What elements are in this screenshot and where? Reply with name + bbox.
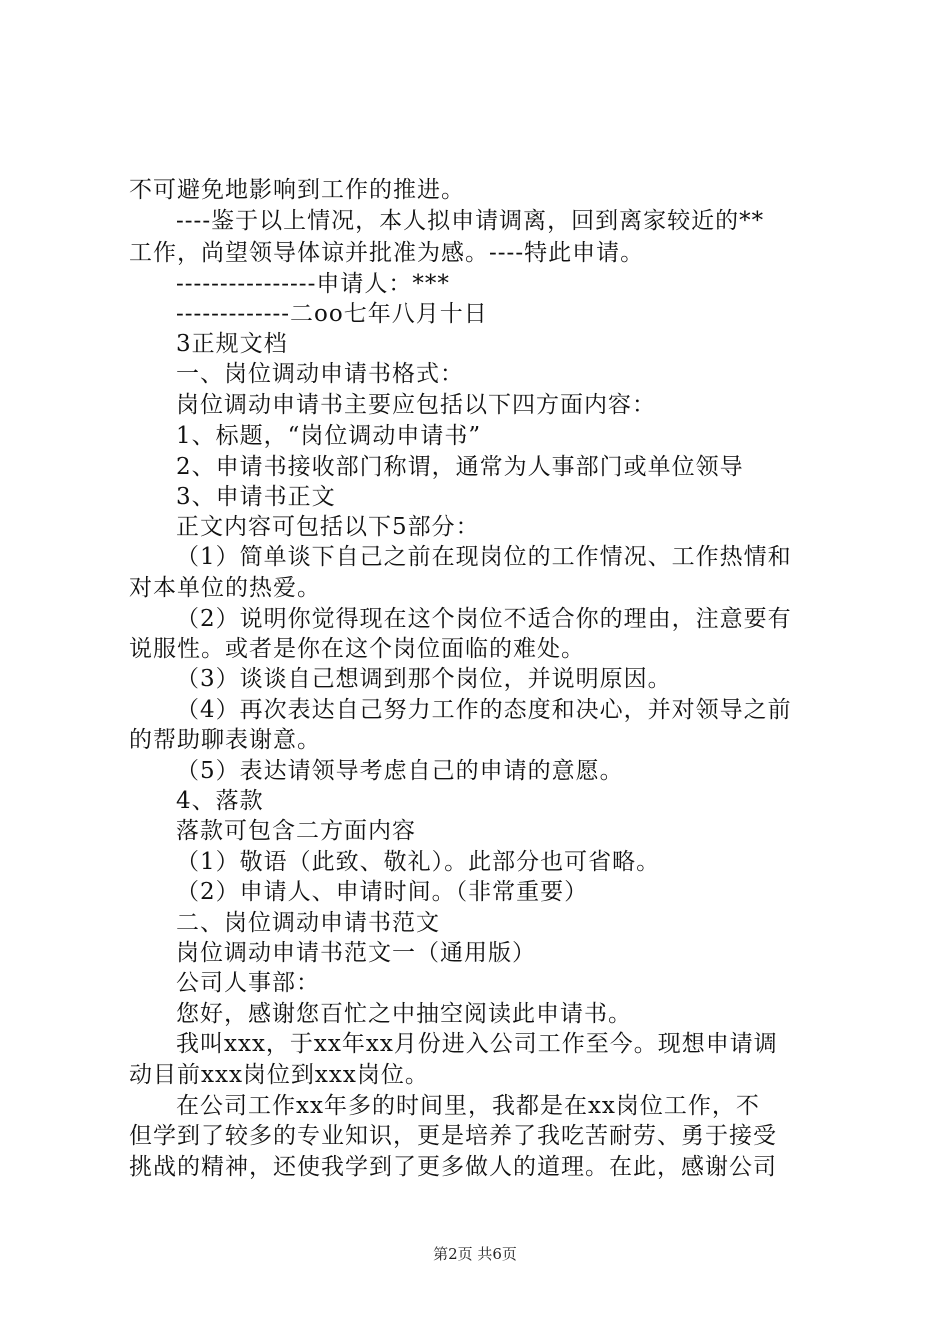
text-line: 工作，尚望领导体谅并批准为感。----特此申请。: [129, 240, 645, 266]
list-item: 4、落款: [176, 788, 264, 814]
list-item: （5）表达请领导考虑自己的申请的意愿。: [176, 758, 624, 784]
text-line: 正文内容可包括以下5部分：: [176, 514, 480, 540]
list-item: （3）谈谈自己想调到那个岗位，并说明原因。: [176, 666, 672, 692]
text-line: 您好，感谢您百忙之中抽空阅读此申请书。: [176, 1001, 632, 1027]
section-heading: 二、岗位调动申请书范文: [176, 910, 440, 936]
text-line: 在公司工作xx年多的时间里，我都是在xx岗位工作，不: [176, 1093, 760, 1119]
list-item: （2）申请人、申请时间。（非常重要）: [176, 879, 589, 905]
text-line: 动目前xxx岗位到xxx岗位。: [129, 1062, 429, 1088]
text-line: 说服性。或者是你在这个岗位面临的难处。: [129, 636, 585, 662]
list-item: （1）简单谈下自己之前在现岗位的工作情况、工作热情和: [176, 544, 792, 570]
list-item: 3、申请书正文: [176, 484, 336, 510]
text-line: 我叫xxx，于xx年xx月份进入公司工作至今。现想申请调: [176, 1031, 778, 1057]
text-line: -------------二oo七年八月十日: [176, 301, 488, 327]
text-line: 对本单位的热爱。: [129, 575, 321, 601]
text-line: 不可避免地影响到工作的推进。: [129, 177, 465, 203]
list-item: （1）敬语（此致、敬礼）。此部分也可省略。: [176, 849, 661, 875]
text-line: 挑战的精神，还使我学到了更多做人的道理。在此，感谢公司: [129, 1154, 777, 1180]
list-item: 2、申请书接收部门称谓，通常为人事部门或单位领导: [176, 454, 744, 480]
text-line: 岗位调动申请书主要应包括以下四方面内容：: [176, 392, 656, 418]
text-line: 落款可包含二方面内容: [176, 818, 416, 844]
section-heading: 一、岗位调动申请书格式：: [176, 361, 464, 387]
text-line: 公司人事部：: [176, 970, 320, 996]
list-item: 1、标题，“岗位调动申请书”: [176, 423, 482, 449]
text-line: 岗位调动申请书范文一（通用版）: [176, 940, 536, 966]
text-line: 但学到了较多的专业知识，更是培养了我吃苦耐劳、勇于接受: [129, 1123, 777, 1149]
text-line: 3正规文档: [176, 331, 288, 357]
page-footer: 第2页 共6页: [433, 1245, 517, 1263]
list-item: （4）再次表达自己努力工作的态度和决心，并对领导之前: [176, 697, 792, 723]
text-line: ----------------申请人：***: [176, 271, 450, 297]
text-line: 的帮助聊表谢意。: [129, 727, 321, 753]
text-line: ----鉴于以上情况，本人拟申请调离，回到离家较近的**: [176, 208, 765, 234]
list-item: （2）说明你觉得现在这个岗位不适合你的理由，注意要有: [176, 606, 792, 632]
